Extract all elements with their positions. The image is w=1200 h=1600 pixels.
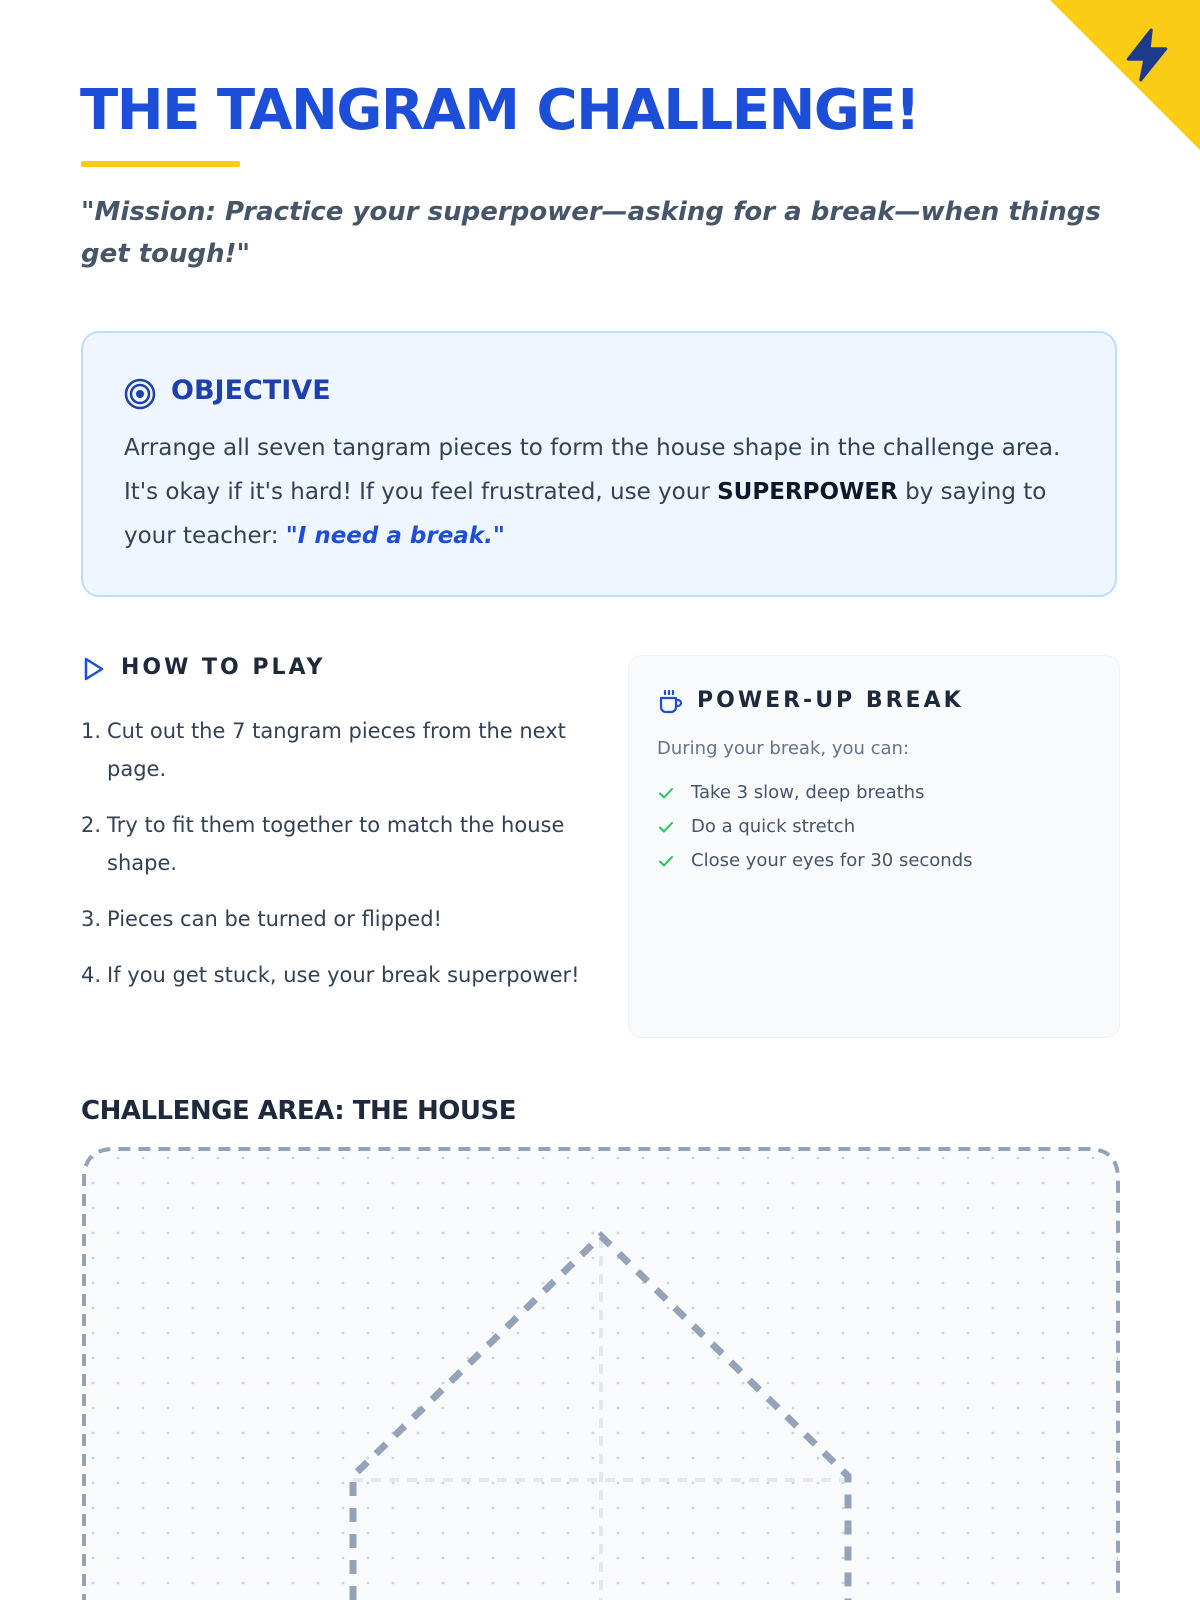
step-number: 1. <box>81 719 102 743</box>
activity-text: Take 3 slow, deep breaths <box>691 782 925 803</box>
step-number: 4. <box>81 963 102 987</box>
coffee-cup-icon <box>657 688 685 716</box>
activity-text: Do a quick stretch <box>691 816 856 837</box>
step-number: 2. <box>81 813 102 837</box>
challenge-area-heading: CHALLENGE AREA: THE HOUSE <box>81 1096 516 1126</box>
objective-text-intro: Arrange all seven tangram pieces to form the house shape in the challenge area. It's okay if it's hard! If you feel frustrated, use your <box>124 435 1061 505</box>
power-up-intro: During your break, you can: <box>657 738 910 759</box>
step-text: Pieces can be turned or flipped! <box>107 907 442 931</box>
objective-box <box>81 331 1117 597</box>
page-title: THE TANGRAM CHALLENGE! <box>80 78 920 143</box>
power-up-heading: POWER-UP BREAK <box>697 688 964 713</box>
how-to-play-heading: HOW TO PLAY <box>121 655 326 680</box>
target-icon <box>123 377 157 411</box>
superpower-emphasis: SUPERPOWER <box>717 479 898 505</box>
list-item <box>657 776 973 810</box>
how-to-play-steps <box>81 712 601 1012</box>
step-text: Cut out the 7 tangram pieces from the next page. <box>107 719 566 781</box>
list-item <box>81 956 601 994</box>
list-item <box>657 810 973 844</box>
list-item <box>81 806 601 882</box>
step-number: 3. <box>81 907 102 931</box>
lightning-bolt-icon <box>1122 28 1172 82</box>
break-activities <box>657 776 973 878</box>
power-up-break-card <box>628 655 1120 1038</box>
mission-statement: "Mission: Practice your superpower—asking for a break—when things get tough!" <box>81 197 1101 269</box>
list-item <box>657 844 973 878</box>
check-icon <box>657 852 675 870</box>
challenge-area <box>81 1146 1121 1600</box>
objective-heading: OBJECTIVE <box>171 375 331 406</box>
break-quote: "I need a break." <box>285 523 505 549</box>
objective-text <box>124 426 1084 558</box>
house-outline-drawing <box>81 1146 1121 1600</box>
list-item <box>81 712 601 788</box>
title-underline <box>81 161 240 167</box>
step-text: If you get stuck, use your break superpower! <box>107 963 580 987</box>
play-icon <box>81 655 107 683</box>
step-text: Try to fit them together to match the house shape. <box>107 813 565 875</box>
objective-text-middle: by saying to your teacher: <box>124 479 1047 549</box>
activity-text: Close your eyes for 30 seconds <box>691 850 973 871</box>
check-icon <box>657 818 675 836</box>
list-item <box>81 900 601 938</box>
check-icon <box>657 784 675 802</box>
